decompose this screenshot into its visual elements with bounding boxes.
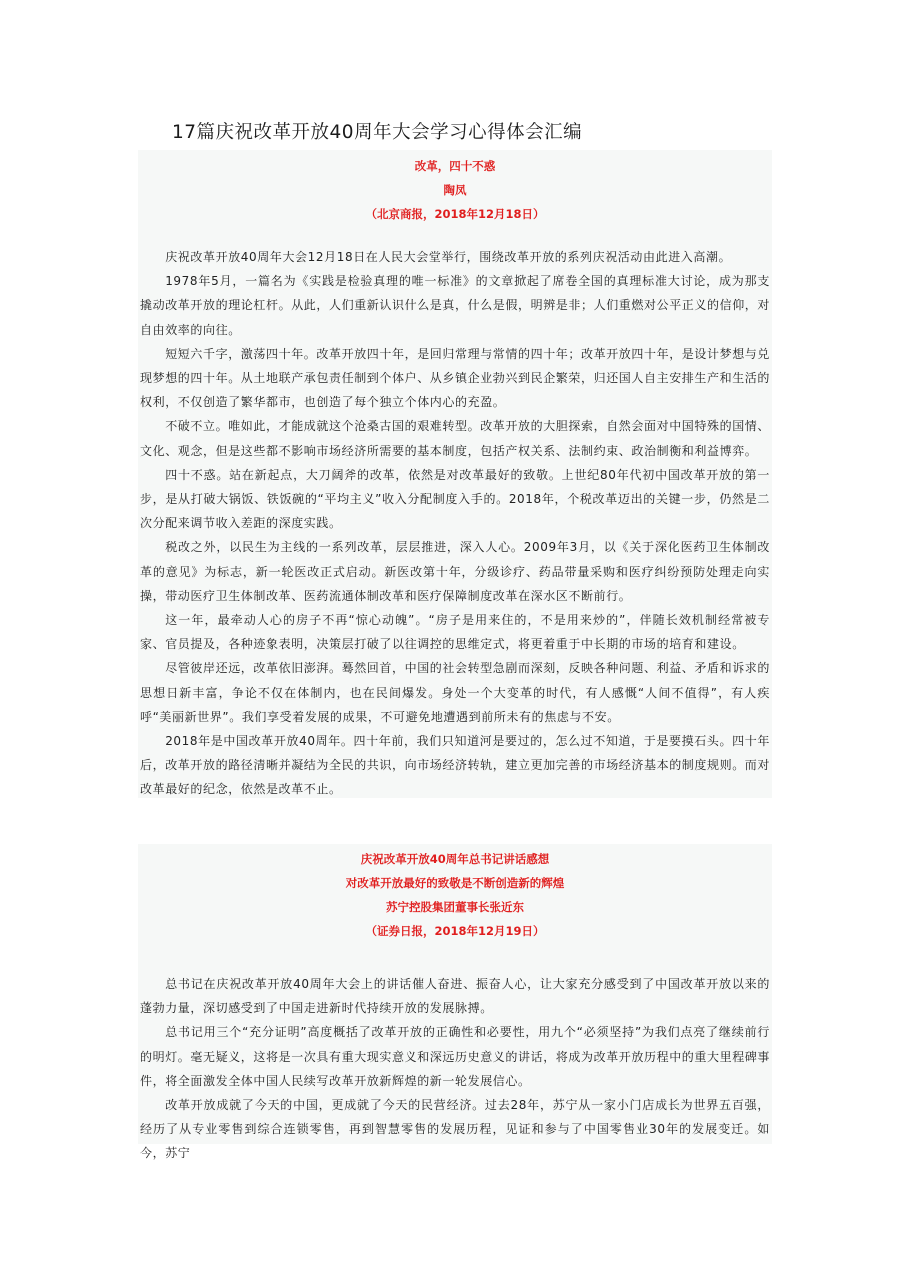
paragraph: 总书记用三个“充分证明”高度概括了改革开放的正确性和必要性，用九个“必须坚持”为我们点亮了继续前行的明灯。毫无疑义，这将是一次具有重大现实意义和深远历史意义的讲话，将成为改革开放历程中的重大里程碑事件，将全面激发全体中国人民续写改革开放新辉煌的新一轮发展信心。 [140, 1025, 771, 1088]
article-body [138, 245, 772, 802]
article-source: （北京商报，2018年12月18日） [365, 207, 545, 221]
article-title: 庆祝改革开放40周年总书记讲话感想 [360, 852, 550, 866]
paragraph: 短短六千字，激荡四十年。改革开放四十年，是回归常理与常情的四十年；改革开放四十年，是设计梦想与兑现梦想的四十年。从土地联产承包责任制到个体户、从乡镇企业勃兴到民企繁荣，归还国人自主安排生产和生活的权利，不仅创造了繁华都市，也创造了每个独立个体内心的充盈。 [140, 346, 771, 410]
article-source: （证券日报，2018年12月19日） [365, 924, 545, 938]
paragraph: 四十不惑。站在新起点，大刀阔斧的改革，依然是对改革最好的致敬。上世纪80年代初中国改革开放的第一步，是从打破大锅饭、铁饭碗的“平均主义”收入分配制度入手的。2018年，个税改革迈出的关键一步，仍然是二次分配来调节收入差距的深度实践。 [140, 467, 770, 531]
article-subtitle: 对改革开放最好的致敬是不断创造新的辉煌 [345, 876, 565, 890]
document-title: 17篇庆祝改革开放40周年大会学习心得体会汇编 [172, 122, 583, 143]
article-header [138, 844, 772, 943]
article-author: 苏宁控股集团董事长张近东 [386, 900, 524, 914]
article-body [138, 972, 772, 1166]
paragraph: 尽管彼岸还远，改革依旧澎湃。蓦然回首，中国的社会转型急剧而深刻，反映各种问题、利益、矛盾和诉求的思想日新丰富，争论不仅在体制内，也在民间爆发。身处一个大变革的时代，有人感慨“人间不值得”，有人疾呼“美丽新世界”。我们享受着发展的成果，不可避免地遭遇到前所未有的焦虑与不安。 [140, 661, 770, 724]
article-header [138, 150, 772, 226]
paragraph: 1978年5月，一篇名为《实践是检验真理的唯一标准》的文章掀起了席卷全国的真理标准大讨论，成为那支撬动改革开放的理论杠杆。从此，人们重新认识什么是真，什么是假，明辨是非；人们重燃对公平正义的信仰，对自由效率的向往。 [140, 274, 771, 337]
article-title: 改革，四十不惑 [414, 159, 496, 173]
paragraph: 不破不立。唯如此，才能成就这个沧桑古国的艰难转型。改革开放的大胆探索，自然会面对中国特殊的国情、文化、观念，但是这些都不影响市场经济所需要的基本制度，包括产权关系、法制约束、政治制衡和利益博弈。 [140, 419, 770, 458]
article-reform-forty [138, 150, 772, 798]
paragraph: 税改之外，以民生为主线的一系列改革，层层推进，深入人心。2009年3月，以《关于深化医药卫生体制改革的意见》为标志，新一轮医改正式启动。新医改第十年，分级诊疗、药品带量采购和医疗纠纷预防处理走向实操，带动医疗卫生体制改革、医药流通体制改革和医疗保障制度改革在深水区不断前行。 [140, 540, 770, 603]
article-suning-speech [138, 844, 772, 1161]
paragraph: 改革开放成就了今天的中国，更成就了今天的民营经济。过去28年，苏宁从一家小门店成长为世界五百强，经历了从专业零售到综合连锁零售，再到智慧零售的发展历程，见证和参与了中国零售业30年的发展变迁。如今，苏宁 [140, 1098, 770, 1161]
paragraph: 总书记在庆祝改革开放40周年大会上的讲话催人奋进、振奋人心，让大家充分感受到了中国改革开放以来的蓬勃力量，深切感受到了中国走进新时代持续开放的发展脉搏。 [140, 977, 770, 1016]
paragraph: 庆祝改革开放40周年大会12月18日在人民大会堂举行，围绕改革开放的系列庆祝活动由此进入高潮。 [165, 250, 732, 264]
article-author: 陶凤 [443, 183, 467, 197]
paragraph: 这一年，最牵动人心的房子不再“惊心动魄”。“房子是用来住的，不是用来炒的”，伴随长效机制经常被专家、官员提及，各种迹象表明，决策层打破了以往调控的思维定式，将更着重于中长期的市场的培育和建设。 [140, 613, 770, 652]
paragraph: 2018年是中国改革开放40周年。四十年前，我们只知道河是要过的，怎么过不知道，于是要摸石头。四十年后，改革开放的路径清晰并凝结为全民的共识，向市场经济转轨，建立更加完善的市场经济基本的制度规则。而对改革最好的纪念，依然是改革不止。 [140, 734, 771, 797]
